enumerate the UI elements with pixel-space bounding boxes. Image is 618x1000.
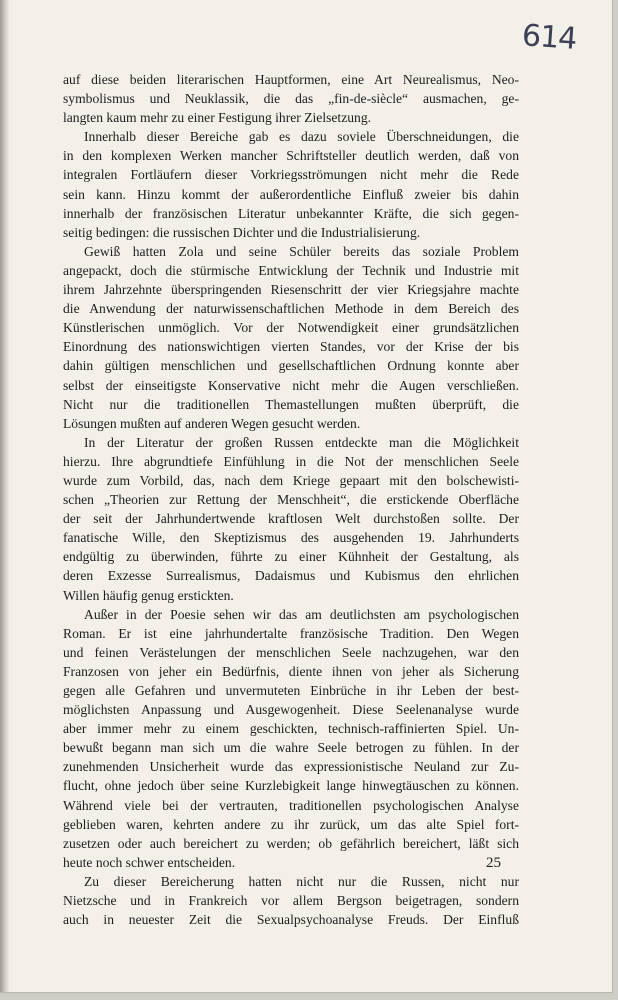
text-line: Lösungen mußten auf anderen Wegen gesucht werden.: [63, 415, 361, 431]
text-line: angepackt, doch die stürmische Entwicklung der Technik und Industrie mit: [63, 262, 519, 278]
text-line: auch in neuester Zeit die Sexualpsychoanalyse Freuds. Der Einfluß: [63, 912, 519, 928]
text-line: Gewiß hatten Zola und seine Schüler bereits das soziale Problem: [84, 243, 519, 259]
text-line: In der Literatur der großen Russen entdeckte man die Möglichkeit: [84, 434, 519, 450]
text-line: möglichsten Anpassung und Ausgewogenheit. Diese Seelenanalyse wurde: [63, 702, 519, 718]
handwritten-folio-number: 614: [520, 18, 578, 57]
text-line: Roman. Er ist eine jahrhundertalte französische Tradition. Den Wegen: [63, 625, 519, 641]
page-spine-shadow: [0, 0, 10, 992]
text-line: endgültig zu überwinden, führte zu einer Kühnheit der Gestaltung, als: [63, 549, 519, 565]
text-line: in den komplexen Werken mancher Schriftsteller deutlich werden, daß von: [63, 148, 519, 164]
text-line: Franzosen von jeher ein Bedürfnis, diente ihnen von jeher als Sicherung: [63, 663, 519, 679]
text-line: der seit der Jahrhundertwende kraftlosen Welt durchstoßen sollte. Der: [63, 511, 519, 527]
text-line: Einordnung des nationswichtigen vierten Standes, vor der Krise der bis: [63, 339, 519, 355]
text-line: Innerhalb dieser Bereiche gab es dazu soviele Überschneidungen, die: [84, 129, 519, 145]
text-line: zusetzen oder auch bereichert zu werden; ob gefährlich bereichert, läßt sich: [63, 835, 519, 851]
text-line: hierzu. Ihre abgrundtiefe Einfühlung in die Not der menschlichen Seele: [63, 453, 519, 469]
page-number: 25: [486, 855, 501, 871]
text-line: innerhalb der französischen Literatur unbekannter Kräfte, die sich gegen-: [63, 205, 519, 221]
text-line: fanatische Wille, den Skeptizismus des ausgehenden 19. Jahrhunderts: [63, 530, 519, 546]
body-text: [63, 70, 519, 929]
text-line: heute noch schwer entscheiden.: [63, 854, 236, 870]
text-line: wurde zum Vorbild, das, nach dem Kriege gepaart mit den bolschewisti-: [63, 472, 519, 488]
text-line: Während viele bei der vertrauten, traditionellen psychologischen Analyse: [63, 797, 519, 813]
text-line: integralen Fortläufern dieser Vorkriegsströmungen nicht mehr die Rede: [63, 167, 519, 183]
text-line: Nicht nur die traditionellen Themastellungen mußten überprüft, die: [63, 396, 519, 412]
text-line: bewußt begann man sich um die wahre Seele betrogen zu fühlen. In der: [63, 740, 519, 756]
text-line: Willen häufig genug erstickten.: [63, 587, 234, 603]
text-line: Außer in der Poesie sehen wir das am deutlichsten am psychologischen: [84, 606, 519, 622]
text-line: symbolismus und Neuklassik, die das „fin-de-siècle“ ausmachen, ge-: [63, 91, 519, 107]
text-line: langten kaum mehr zu einer Festigung ihrer Zielsetzung.: [63, 110, 372, 126]
text-line: Zu dieser Bereicherung hatten nicht nur die Russen, nicht nur: [84, 873, 519, 889]
text-line: deren Exzesse Surrealismus, Dadaismus und Kubismus den ehrlichen: [63, 568, 519, 584]
text-line: zunehmenden Unsicherheit wurde das expressionistische Neuland zur Zu-: [63, 759, 519, 775]
text-line: schen „Theorien zur Rettung der Menschheit“, die erstickende Oberfläche: [63, 492, 519, 508]
text-line: ihrem Jahrzehnte überspringenden Riesenschritt der vier Kriegsjahre machte: [63, 282, 519, 298]
text-line: aber immer mehr zu einem geschickten, technisch-raffinierten Spiel. Un-: [63, 721, 519, 737]
text-line: die Anwendung der naturwissenschaftlichen Methode in dem Bereich des: [63, 301, 519, 317]
text-line: Nietzsche und in Frankreich vor allem Bergson beigetragen, sondern: [63, 893, 519, 909]
text-line: sein kann. Hinzu kommt der außerordentliche Einfluß zweier bis dahin: [63, 186, 519, 202]
text-line: Künstlerischen unmöglich. Vor der Notwendigkeit einer grundsätzlichen: [63, 320, 519, 336]
text-line: geblieben waren, kehrten andere zu ihr zurück, um das alte Spiel fort-: [63, 816, 519, 832]
text-line: auf diese beiden literarischen Hauptformen, eine Art Neurealismus, Neo-: [63, 72, 519, 87]
text-line: selbst der einseitigste Konservative nicht mehr die Augen verschließen.: [63, 377, 519, 393]
text-line: und feinen Verästelungen der menschlichen Seele nachzugehen, war den: [63, 644, 519, 660]
text-line: flucht, ohne jedoch über seine Kurzlebigkeit lange hinwegtäuschen zu können.: [63, 778, 519, 794]
text-line: dahin gültigen menschlichen und gesellschaftlichen Ordnung konnte aber: [63, 358, 519, 374]
text-line: seitig bedingen: die russischen Dichter und die Industrialisierung.: [63, 224, 421, 240]
text-line: gegen alle Gefahren und unvermuteten Einbrüche in ihr Leben der best-: [63, 683, 519, 698]
